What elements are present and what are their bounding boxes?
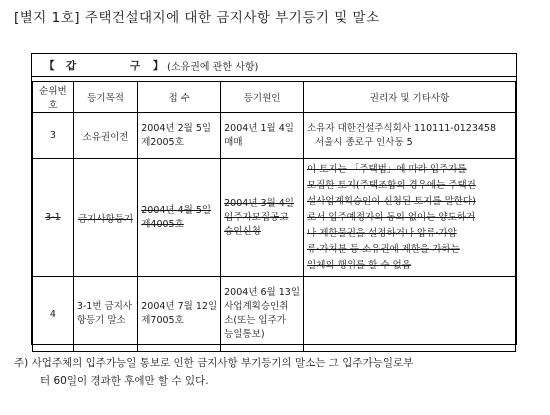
page-title: [별지 1호] 주택건설대지에 대한 금지사항 부기등기 및 말소 <box>14 10 380 26</box>
row2-cause-text2: 승인신청 <box>224 225 261 237</box>
header-purpose: 등기목적 <box>73 82 137 113</box>
row2-purpose: 금지사항등기 <box>73 159 137 277</box>
row3-cause-text3: 능일통보) <box>224 329 265 340</box>
row2-holder-line: 일체의 행위를 할 수 없음 <box>307 259 411 271</box>
table-header-row <box>33 82 516 113</box>
row2-receipt <box>138 159 221 277</box>
row2-holder-line: 류·가처분 등 소유권에 제한을 가하는 <box>307 243 460 255</box>
section-title-gap: 갑 <box>66 60 78 72</box>
header-receipt: 접 수 <box>138 82 221 113</box>
header-holder: 권리자 및 기타사항 <box>304 82 516 113</box>
row1-holder-address: 서울시 종로구 인사동 5 <box>315 136 413 148</box>
footnote-line1: 주) 사업주체의 입주가능일 통보로 인한 금지사항 부기등기의 말소는 그 입주가능일로부 <box>14 357 414 369</box>
row3-holder <box>304 277 516 352</box>
section-title-gu: 구 <box>130 60 141 72</box>
row2-cause-date: 2004년 3월 4일 <box>224 197 294 209</box>
row3-receipt-date: 2004년 7월 12일 <box>141 301 218 312</box>
row1-holder-owner: 소유자 대한건설주식회사 110111-0123458 <box>307 122 497 134</box>
section-subtitle: (소유권에 관한 사항) <box>167 62 259 73</box>
section-bracket-left: 【 <box>44 60 55 72</box>
row2-cause <box>221 159 304 277</box>
row2-holder <box>304 159 516 277</box>
row3-receipt <box>138 277 221 352</box>
row1-holder <box>304 113 516 159</box>
row2-holder-line: 나 제한물권을 설정하거나 압류·가압 <box>307 227 457 239</box>
row2-holder-line: 로서 입주예정자의 동의 없이는 양도하거 <box>307 211 476 223</box>
header-cause: 등기원인 <box>221 82 304 113</box>
row1-receipt <box>138 113 221 159</box>
row3-cause-text1: 사업계획승인취 <box>224 301 289 312</box>
row3-purpose <box>73 277 137 352</box>
row3-rank: 4 <box>33 277 74 352</box>
row2-receipt-date: 2004년 4월 5일 <box>141 204 212 216</box>
register-box <box>31 53 517 345</box>
row3-receipt-no: 제7005호 <box>141 315 184 326</box>
row2-cause-text1: 입주자모집공고 <box>224 211 289 223</box>
registry-table <box>32 81 516 352</box>
header-rank: 순위번호 <box>33 82 74 113</box>
table-row <box>33 159 516 277</box>
footnote-line2: 터 60일이 경과한 후에만 할 수 있다. <box>40 375 209 387</box>
row1-cause <box>221 113 304 159</box>
row1-purpose: 소유권이전 <box>73 113 137 159</box>
row2-receipt-no: 제4005호 <box>141 218 184 230</box>
row3-cause-date: 2004년 6월 13일 <box>224 287 301 298</box>
row1-receipt-date: 2004년 2월 5일 <box>141 122 212 134</box>
row3-purpose-line1: 3-1번 금지사 <box>76 301 133 312</box>
row1-cause-date: 2004년 1월 4일 <box>224 122 294 134</box>
section-bracket-right: 】 <box>153 60 164 72</box>
row3-cause <box>221 277 304 352</box>
row3-cause-text2: 소(또는 입주가 <box>224 315 286 326</box>
row1-cause-text: 매매 <box>224 136 243 148</box>
row2-rank: 3-1 <box>33 159 74 277</box>
footnote <box>14 354 413 390</box>
row2-holder-line: 모집한 토지(주택조합의 경우에는 주택건 <box>307 179 476 191</box>
row3-purpose-line2: 항등기 말소 <box>76 315 126 326</box>
row2-holder-line: 이 토지는 「주택법」에 따라 입주자를 <box>307 163 467 175</box>
table-row <box>33 277 516 352</box>
table-row <box>33 113 516 159</box>
row2-holder-line: 설사업계획승인이 신청된 토지를 말한다) <box>307 195 476 207</box>
row1-receipt-no: 제2005호 <box>141 136 184 148</box>
row1-rank: 3 <box>33 113 74 159</box>
section-header <box>32 54 516 77</box>
